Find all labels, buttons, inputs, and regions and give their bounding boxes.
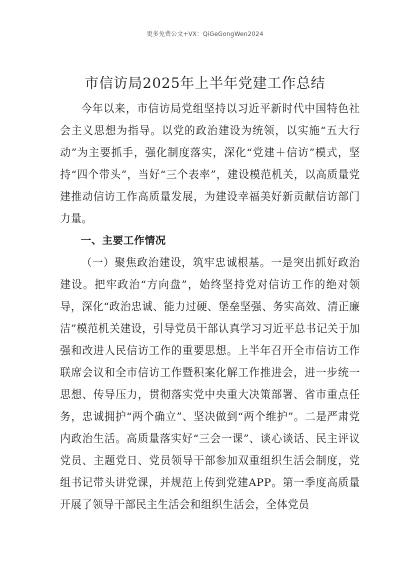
document-title: 市信访局2025年上半年党建工作总结: [84, 76, 326, 92]
body-paragraph: （一）聚焦政治建设，筑牢忠诚根基。一是突出抓好政治建设。把牢政治“方向盘”，始终坚持党对信访工作的绝对领导，深化“政治忠诚、能力过硬、堡垒坚强、务实高效、清正廉洁”模范机关建设，引导党员干部认真学习习近平总书记关于加强和改进人民信访工作的重要思想。上半年召开全市信访工作联席会议和全市信访工作暨积案化解工作推进会，进一步统一思想、传导压力，贯彻落实党中央重大决策部署、省市重点任务，忠诚拥护“两个确立”、坚决做到“两个维护”。二是严肃党内政治生活。高质量落实好“三会一课”、谈心谈话、民主评议党员、主题党日、党员领导干部参加双重组织生活会制度，党组书记带头讲党课，并规范上传到党建APP。第一季度高质量开展了领导干部民主生活会和组织生活会，全体党员: [60, 257, 360, 511]
intro-paragraph: 今年以来，市信访局党组坚持以习近平新时代中国特色社会主义思想为指导。以党的政治建设为统领，以实施“五大行动”为主要抓手，强化制度落实，深化“党建＋信访”模式，坚持“四个带头”，当好“三个表率”，建设模范机关，以高质量党建推动信访工作高质量发展，为建设幸福美好新贡献信访部门力量。: [60, 103, 360, 225]
section-heading: 一、主要工作情况: [80, 235, 166, 247]
document-body: [60, 98, 360, 516]
watermark-text: 更多免费公文+VX：QiGeGongWen2024: [146, 31, 264, 38]
